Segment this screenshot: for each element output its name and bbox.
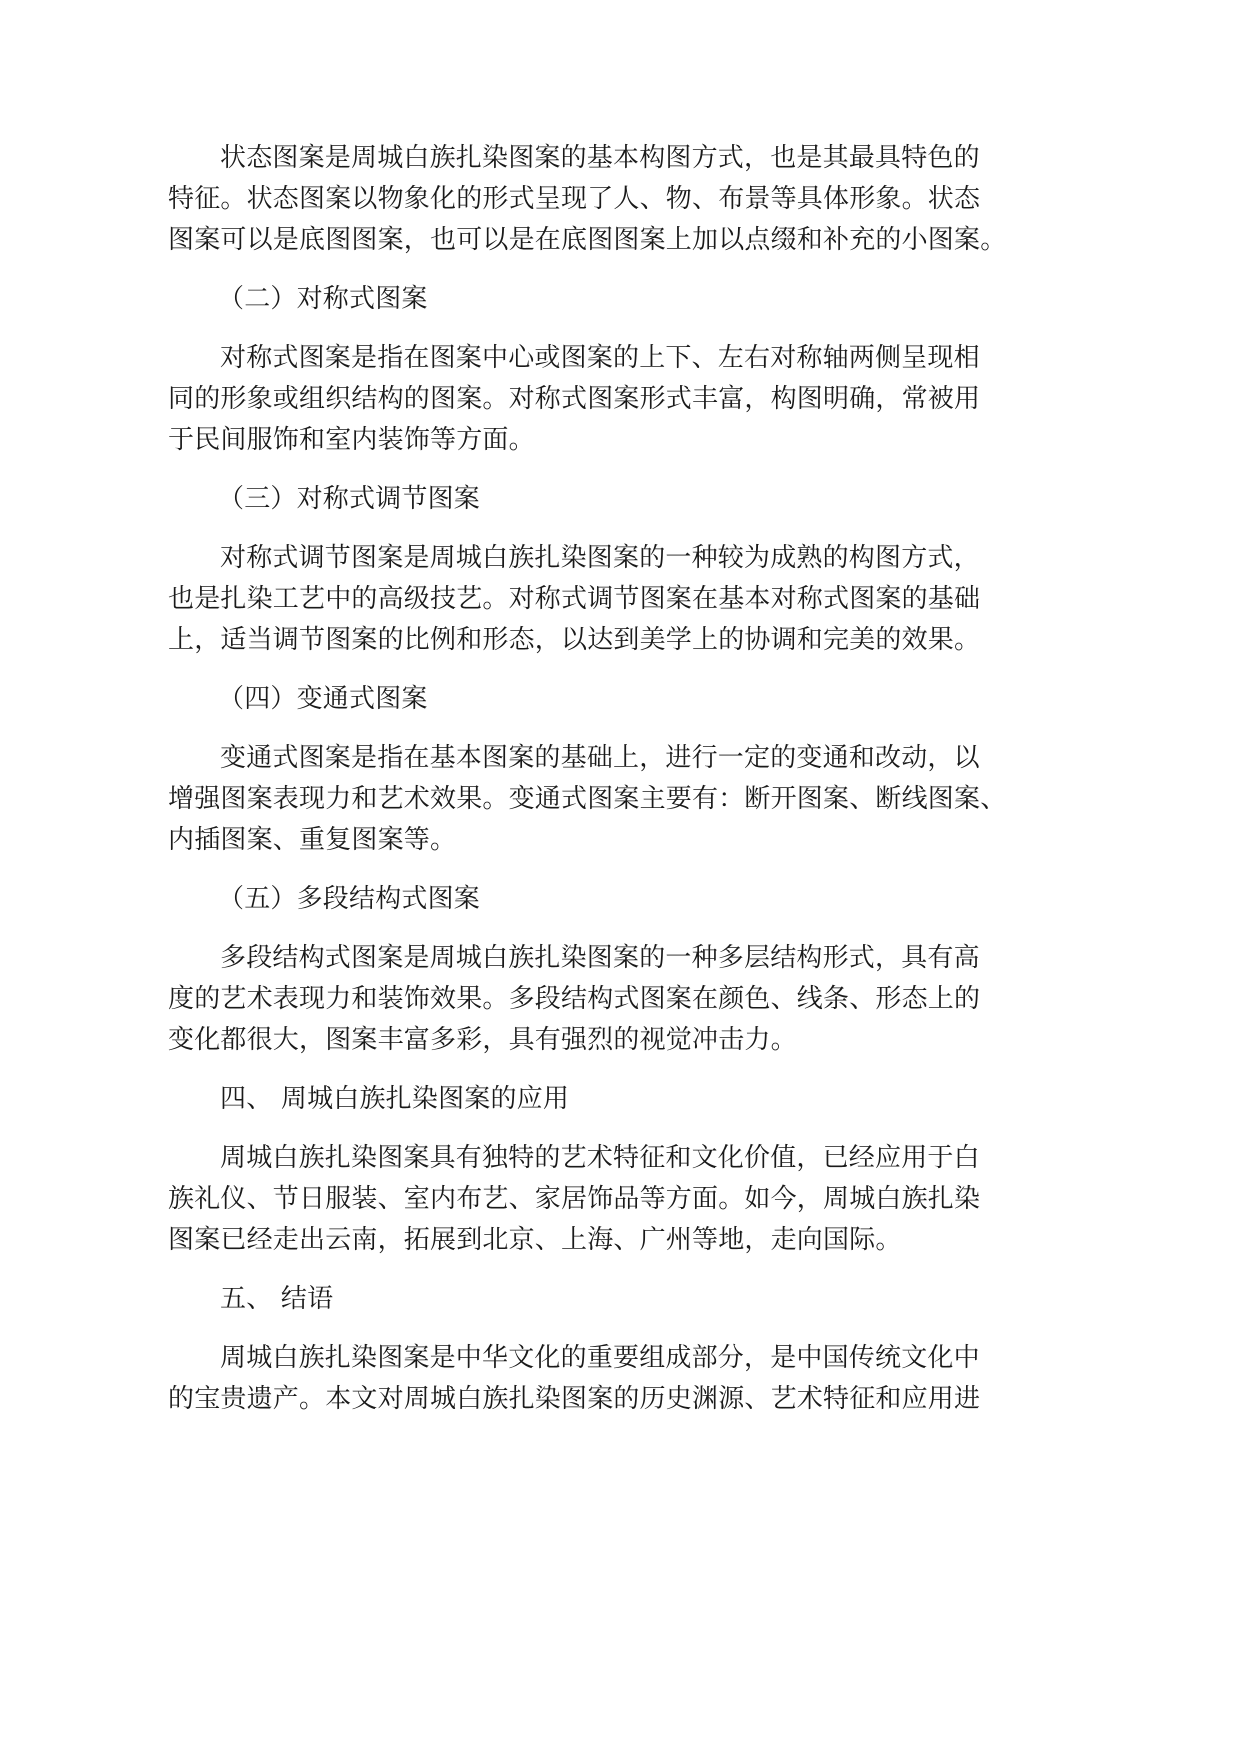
paragraph-line: 上，适当调节图案的比例和形态，以达到美学上的协调和完美的效果。 [168, 625, 981, 655]
section-heading-conclusion: 五、 结语 [220, 1284, 334, 1314]
paragraph-line: 多段结构式图案是周城白族扎染图案的一种多层结构形式，具有高 [220, 943, 980, 973]
paragraph-line: 状态图案是周城白族扎染图案的基本构图方式，也是其最具特色的 [220, 143, 980, 173]
paragraph-line: 的宝贵遗产。本文对周城白族扎染图案的历史渊源、艺术特征和应用进 [168, 1384, 981, 1414]
section-heading-symmetric: （二）对称式图案 [218, 284, 428, 314]
paragraph-line: 变化都很大，图案丰富多彩，具有强烈的视觉冲击力。 [168, 1025, 797, 1055]
paragraph-line: 族礼仪、节日服装、室内布艺、家居饰品等方面。如今，周城白族扎染 [168, 1184, 981, 1214]
paragraph-line: 周城白族扎染图案是中华文化的重要组成部分，是中国传统文化中 [220, 1343, 980, 1373]
paragraph-line: 内插图案、重复图案等。 [168, 825, 457, 855]
paragraph-line: 增强图案表现力和艺术效果。变通式图案主要有：断开图案、断线图案、 [168, 784, 1007, 814]
paragraph-line: 图案已经走出云南，拓展到北京、上海、广州等地，走向国际。 [168, 1225, 902, 1255]
paragraph-line: 度的艺术表现力和装饰效果。多段结构式图案在颜色、线条、形态上的 [168, 984, 981, 1014]
paragraph-line: 于民间服饰和室内装饰等方面。 [168, 425, 535, 455]
section-heading-multi-segment: （五）多段结构式图案 [218, 884, 481, 914]
paragraph-line: 特征。状态图案以物象化的形式呈现了人、物、布景等具体形象。状态 [168, 184, 981, 214]
paragraph-line: 同的形象或组织结构的图案。对称式图案形式丰富，构图明确，常被用 [168, 384, 981, 414]
paragraph-line: 也是扎染工艺中的高级技艺。对称式调节图案在基本对称式图案的基础 [168, 584, 981, 614]
paragraph-line: 对称式调节图案是周城白族扎染图案的一种较为成熟的构图方式， [220, 543, 980, 573]
section-heading-flexible: （四）变通式图案 [218, 684, 428, 714]
paragraph-line: 变通式图案是指在基本图案的基础上，进行一定的变通和改动，以 [220, 743, 980, 773]
paragraph-line: 对称式图案是指在图案中心或图案的上下、左右对称轴两侧呈现相 [220, 343, 980, 373]
section-heading-symmetric-adjusted: （三）对称式调节图案 [218, 484, 481, 514]
section-heading-application: 四、 周城白族扎染图案的应用 [220, 1084, 570, 1114]
paragraph-line: 周城白族扎染图案具有独特的艺术特征和文化价值，已经应用于白 [220, 1143, 980, 1173]
paragraph-line: 图案可以是底图图案，也可以是在底图图案上加以点缀和补充的小图案。 [168, 225, 1007, 255]
